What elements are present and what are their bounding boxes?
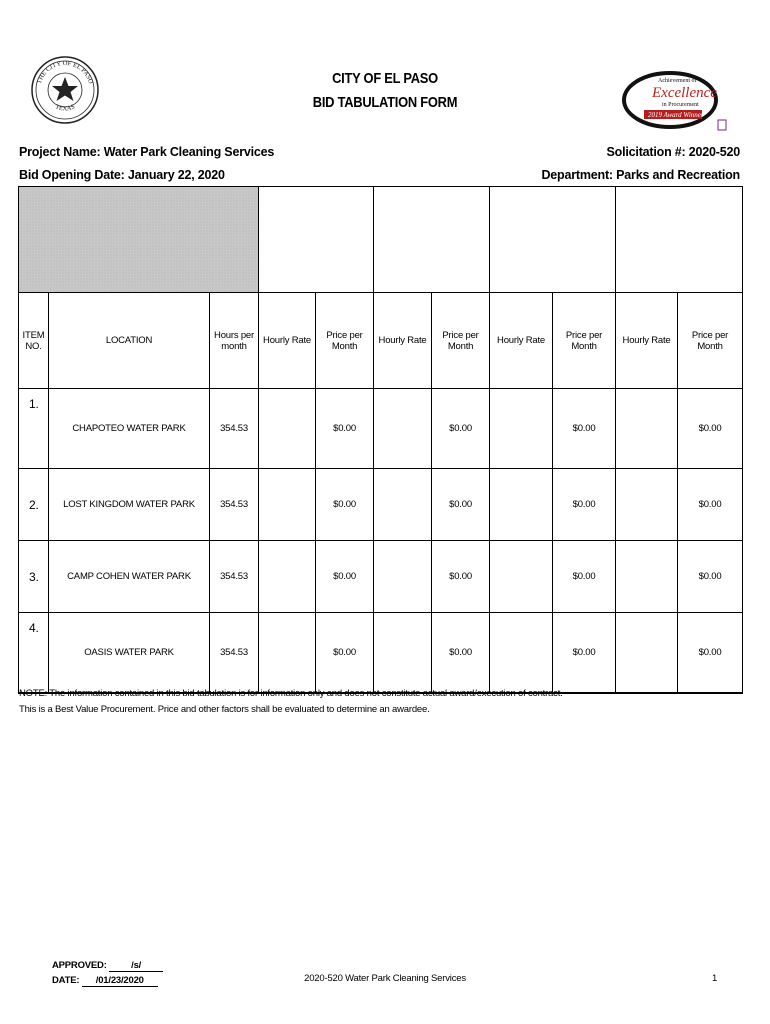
v3-price-cell: $0.00: [553, 613, 616, 694]
v2-price-cell: $0.00: [432, 541, 490, 613]
svg-text:THE CITY OF EL PASO: THE CITY OF EL PASO: [35, 59, 95, 85]
column-header-row: [19, 293, 743, 389]
v1-hourly-cell: [259, 469, 316, 541]
v2-hourly-cell: [374, 541, 432, 613]
v4-hourly-cell: [616, 469, 678, 541]
v4-price-cell: $0.00: [678, 613, 743, 694]
v3-price-cell: $0.00: [553, 541, 616, 613]
svg-text:Achievement of: Achievement of: [658, 78, 697, 84]
v3-hourly-cell: [490, 389, 553, 469]
item-number: 2.: [19, 469, 49, 541]
vendor-name-row: [19, 187, 743, 293]
solicitation-number: Solicitation #: 2020-520: [606, 145, 740, 159]
notes-block: [19, 686, 563, 718]
v4-hourly-cell: [616, 541, 678, 613]
department: Department: Parks and Recreation: [541, 168, 740, 182]
col-header-location: LOCATION: [49, 293, 210, 389]
v1-hourly-cell: [259, 389, 316, 469]
hours-cell: 354.53: [210, 541, 259, 613]
page-number: 1: [712, 973, 718, 984]
col-header-v4-hourly: Hourly Rate: [616, 293, 678, 389]
col-header-v2-price: Price per Month: [432, 293, 490, 389]
col-header-item-no: ITEM NO.: [19, 293, 49, 389]
v4-hourly-cell: [616, 613, 678, 694]
project-name: Project Name: Water Park Cleaning Services: [19, 145, 275, 159]
v1-price-cell: $0.00: [316, 389, 374, 469]
v3-hourly-cell: [490, 541, 553, 613]
v2-price-cell: $0.00: [432, 389, 490, 469]
hours-cell: 354.53: [210, 469, 259, 541]
vendor-1-name-cell: [259, 187, 374, 293]
v2-price-cell: $0.00: [432, 469, 490, 541]
approved-line: [52, 960, 163, 972]
approved-label: APPROVED:: [52, 960, 107, 971]
shaded-header-cell: [19, 187, 259, 293]
table-row: [19, 541, 743, 613]
col-header-v1-price: Price per Month: [316, 293, 374, 389]
v1-price-cell: $0.00: [316, 613, 374, 694]
item-number: 1.: [19, 389, 49, 469]
table-row: [19, 389, 743, 469]
col-header-v2-hourly: Hourly Rate: [374, 293, 432, 389]
v4-price-cell: $0.00: [678, 541, 743, 613]
v3-hourly-cell: [490, 613, 553, 694]
col-header-v4-price: Price per Month: [678, 293, 743, 389]
v4-price-cell: $0.00: [678, 469, 743, 541]
bid-tabulation-table: [18, 186, 743, 694]
vendor-4-name-cell: [616, 187, 743, 293]
hours-cell: 354.53: [210, 389, 259, 469]
v1-hourly-cell: [259, 541, 316, 613]
location-cell: CHAPOTEO WATER PARK: [49, 389, 210, 469]
item-number: 4.: [19, 613, 49, 694]
v2-hourly-cell: [374, 613, 432, 694]
date-label: DATE:: [52, 975, 80, 986]
v3-price-cell: $0.00: [553, 389, 616, 469]
location-cell: CAMP COHEN WATER PARK: [49, 541, 210, 613]
v3-price-cell: $0.00: [553, 469, 616, 541]
location-cell: OASIS WATER PARK: [49, 613, 210, 694]
note-line-2: This is a Best Value Procurement. Price and other factors shall be evaluated to determine an awardee.: [19, 704, 430, 715]
approved-value: /s/: [109, 960, 163, 972]
vendor-2-name-cell: [374, 187, 490, 293]
v2-price-cell: $0.00: [432, 613, 490, 694]
v1-price-cell: $0.00: [316, 469, 374, 541]
page-title: CITY OF EL PASO: [332, 70, 438, 87]
v4-hourly-cell: [616, 389, 678, 469]
v1-hourly-cell: [259, 613, 316, 694]
table-row: [19, 613, 743, 694]
col-header-v3-hourly: Hourly Rate: [490, 293, 553, 389]
vendor-3-name-cell: [490, 187, 616, 293]
bid-opening-date: Bid Opening Date: January 22, 2020: [19, 168, 225, 182]
v1-price-cell: $0.00: [316, 541, 374, 613]
note-line-1: NOTE: The information contained in this bid tabulation is for information only and does not constitute actual award/execution of contract.: [19, 688, 563, 699]
item-number: 3.: [19, 541, 49, 613]
v4-price-cell: $0.00: [678, 389, 743, 469]
col-header-hours: Hours per month: [210, 293, 259, 389]
svg-text:TEXAS: TEXAS: [54, 103, 76, 113]
table-row: [19, 469, 743, 541]
svg-text:Excellence: Excellence: [652, 85, 717, 101]
location-cell: LOST KINGDOM WATER PARK: [49, 469, 210, 541]
col-header-v1-hourly: Hourly Rate: [259, 293, 316, 389]
hours-cell: 354.53: [210, 613, 259, 694]
svg-text:2019 Award Winner: 2019 Award Winner: [648, 111, 704, 119]
page-subtitle: BID TABULATION FORM: [312, 94, 458, 111]
v3-hourly-cell: [490, 469, 553, 541]
footer-document-title: 2020-520 Water Park Cleaning Services: [304, 973, 466, 984]
city-seal-logo: [30, 55, 100, 125]
date-value: /01/23/2020: [82, 975, 158, 987]
v2-hourly-cell: [374, 469, 432, 541]
v2-hourly-cell: [374, 389, 432, 469]
svg-text:in Procurement: in Procurement: [662, 102, 699, 108]
col-header-v3-price: Price per Month: [553, 293, 616, 389]
